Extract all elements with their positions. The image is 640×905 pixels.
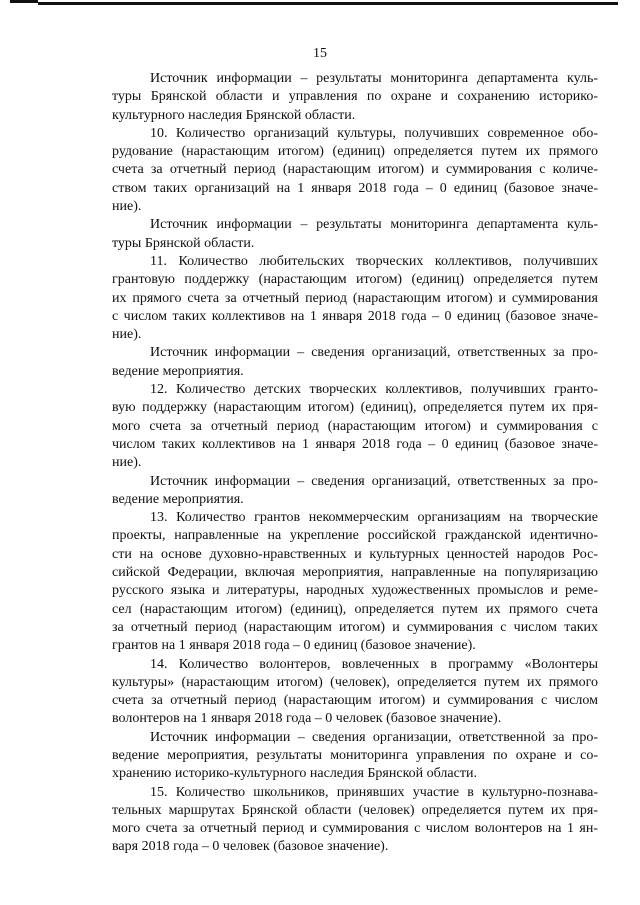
text-line: ведение мероприятия, результаты мониторинга управления по охране и со-	[112, 747, 598, 763]
text-line: культурного наследия Брянской области.	[112, 107, 356, 123]
top-border-rule	[0, 0, 640, 6]
text-line: 12. Количество детских творческих коллективов, получивших гранто-	[150, 382, 598, 398]
text-line: ведение мероприятия.	[112, 363, 244, 379]
text-line: Источник информации – результаты мониторинга департамента куль-	[150, 71, 598, 86]
text-line: мого счета за отчетный период (нарастающим итогом) и суммирования с	[112, 418, 598, 434]
text-line: с числом таких коллективов на 1 января 2018 года – 0 единиц (базовое значе-	[112, 308, 598, 324]
text-line: волонтеров на 1 января 2018 года – 0 человек (базовое значение).	[112, 711, 502, 727]
text-line: вую поддержку (нарастающим итогом) (единиц), определяется путем их пря-	[112, 400, 598, 416]
text-line: грантовую поддержку (нарастающим итогом) (единиц) определяется путем	[112, 272, 598, 288]
text-line: счета за отчетный период (нарастающим итогом) и суммирования с числом	[112, 693, 598, 709]
text-line: сел (нарастающим итогом) (единиц), определяется путем их прямого счета	[112, 601, 598, 617]
paragraph	[112, 656, 598, 729]
text-line: туры Брянской области.	[112, 235, 255, 251]
text-line: рудование (нарастающим итогом) (единиц) определяется путем их прямого	[112, 144, 598, 160]
text-line: их прямого счета за отчетный период (нарастающим итогом) и суммирования	[112, 290, 598, 306]
text-line: 13. Количество грантов некоммерческим организациям на творческие	[150, 510, 598, 526]
text-line: сийской Федерации, включая мероприятия, направленные на популяризацию	[112, 565, 598, 581]
paragraph	[112, 344, 598, 381]
text-line: Источник информации – сведения организации, ответственной за про-	[150, 729, 598, 745]
text-line: Источник информации – сведения организаций, ответственных за про-	[150, 345, 598, 361]
text-line: варя 2018 года – 0 человек (базовое значение).	[112, 839, 389, 855]
paragraph	[112, 784, 598, 857]
text-line: счета за отчетный период (нарастающим итогом) и суммирования с количе-	[112, 162, 598, 178]
text-line: культуры» (нарастающим итогом) (человек), определяется путем их прямого	[112, 674, 598, 690]
text-line: 11. Количество любительских творческих коллективов, получивших	[150, 253, 598, 269]
text-line: ние).	[112, 199, 142, 215]
paragraph	[112, 473, 598, 510]
paragraph	[112, 509, 598, 655]
page-number: 15	[313, 46, 327, 61]
text-line: проекты, направленные на укрепление российской гражданской идентично-	[112, 528, 598, 544]
text-line: грантов на 1 января 2018 года – 0 единиц (базовое значение).	[112, 638, 476, 654]
text-line: ством таких организаций на 1 января 2018 года – 0 единиц (базовое значе-	[112, 180, 598, 196]
text-line: русского языка и литературы, народных художественных промыслов и реме-	[112, 583, 598, 599]
paragraph	[112, 125, 598, 216]
text-line: сти на основе духовно-нравственных и культурных ценностей народов Рос-	[112, 546, 598, 562]
paragraph	[112, 216, 598, 253]
text-line: 15. Количество школьников, принявших участие в культурно-познава-	[150, 784, 598, 800]
text-line: за отчетный период (нарастающим итогом) и суммирования с числом таких	[112, 619, 598, 635]
text-line: 10. Количество организаций культуры, получивших современное обо-	[150, 125, 598, 141]
text-line: Источник информации – результаты мониторинга департамента куль-	[150, 217, 598, 233]
text-line: хранению историко-культурного наследия Брянской области.	[112, 766, 477, 782]
text-line: тельных маршрутах Брянской области (человек) определяется путем их пря-	[112, 802, 598, 818]
text-line: ведение мероприятия.	[112, 491, 244, 507]
paragraph	[112, 381, 598, 472]
text-line: ние).	[112, 327, 142, 343]
document-body	[112, 70, 598, 857]
paragraph	[112, 70, 598, 125]
text-line: ние).	[112, 455, 142, 471]
paragraph	[112, 729, 598, 784]
text-line: числом таких коллективов на 1 января 2018 года – 0 единиц (базовое значе-	[112, 436, 598, 452]
text-line: 14. Количество волонтеров, вовлеченных в программу «Волонтеры	[150, 656, 598, 672]
text-line: Источник информации – сведения организаций, ответственных за про-	[150, 473, 598, 489]
text-line: туры Брянской области и управления по охране и сохранению историко-	[112, 89, 598, 105]
paragraph	[112, 253, 598, 344]
text-line: мого счета за отчетный период и суммирования с числом волонтеров на 1 ян-	[112, 821, 598, 837]
